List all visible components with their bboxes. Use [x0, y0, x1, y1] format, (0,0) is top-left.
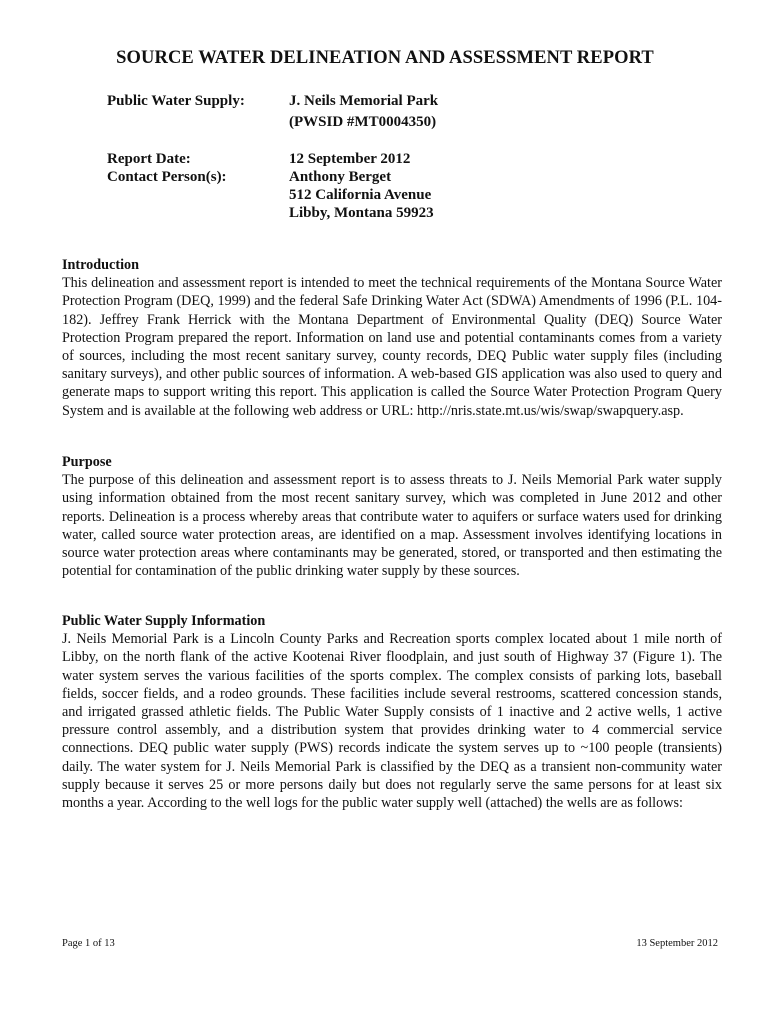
section-heading: Public Water Supply Information	[62, 613, 266, 629]
section-purpose	[62, 453, 722, 580]
pws-label: Public Water Supply:	[107, 93, 245, 109]
section-body: This delineation and assessment report is intended to meet the technical requirements of the Montana Source Water Protection Program (DEQ, 1999) and the federal Safe Drinking Water Act (SDWA) Amendments of 1996 (P.L. 104-182). Jeffrey Frank Herrick with the Montana Department of Environmental Quality (DEQ) Source Water Protection Program prepared the report. Information on land use and potential contaminants comes from a variety of sources, including the most recent sanitary survey, county records, DEQ Public water supply files (including sanitary surveys), and other public sources of information. A web-based GIS application was also used to query and generate maps to support writing this report. This application is called the Source Water Protection Program Query System and is available at the following web address or URL: http://nris.state.mt.us/wis/swap/swapquery.asp.	[62, 275, 722, 419]
pws-id: (PWSID #MT0004350)	[289, 114, 437, 130]
contact-label: Contact Person(s):	[107, 169, 227, 185]
section-body: J. Neils Memorial Park is a Lincoln County Parks and Recreation sports complex located about 1 mile north of Libby, on the north flank of the active Kootenai River floodplain, and just south of Highway 37 (Figure 1). The water system serves the various facilities of the sports complex. The complex consists of parking lots, baseball fields, soccer fields, and a rodeo grounds. These facilities include several restrooms, scattered concession stands, and irrigated grassed athletic fields. The Public Water Supply consists of 1 inactive and 2 active wells, 1 active pressure control assembly, and a distribution system that provides drinking water to 4 commercial service connections. DEQ public water supply (PWS) records indicate the system serves up to ~100 people (transients) daily. The water system for J. Neils Memorial Park is classified by the DEQ as a transient non-community water supply because it serves 25 or more persons daily but does not regularly serve the same persons for at least six months a year. According to the well logs for the public water supply well (attached) the wells are as follows:	[62, 631, 722, 812]
report-date: 12 September 2012	[289, 151, 411, 167]
pws-name: J. Neils Memorial Park	[289, 93, 439, 109]
section-body: The purpose of this delineation and assessment report is to assess threats to J. Neils Memorial Park water supply using information obtained from the most recent sanitary survey, which was completed in June 2012 and other reports. Delineation is a process whereby areas that contribute water to aquifers or surface waters used for drinking water, called source water protection areas, are identified on a map. Assessment involves identifying locations in source water protection areas where contaminants may be generated, stored, or transported and then estimating the potential for contamination of the public drinking water supply by these sources.	[62, 472, 722, 580]
contact-address-line2: Libby, Montana 59923	[289, 205, 434, 221]
section-introduction	[62, 256, 722, 420]
report-title: SOURCE WATER DELINEATION AND ASSESSMENT REPORT	[116, 48, 654, 68]
footer-page-number: Page 1 of 13	[62, 938, 115, 949]
contact-address-line1: 512 California Avenue	[289, 187, 432, 203]
section-heading: Purpose	[62, 454, 112, 470]
report-date-label: Report Date:	[107, 151, 191, 167]
section-heading: Introduction	[62, 257, 139, 273]
footer-date: 13 September 2012	[636, 938, 718, 949]
contact-name: Anthony Berget	[289, 169, 392, 185]
section-pws-information	[62, 612, 722, 812]
